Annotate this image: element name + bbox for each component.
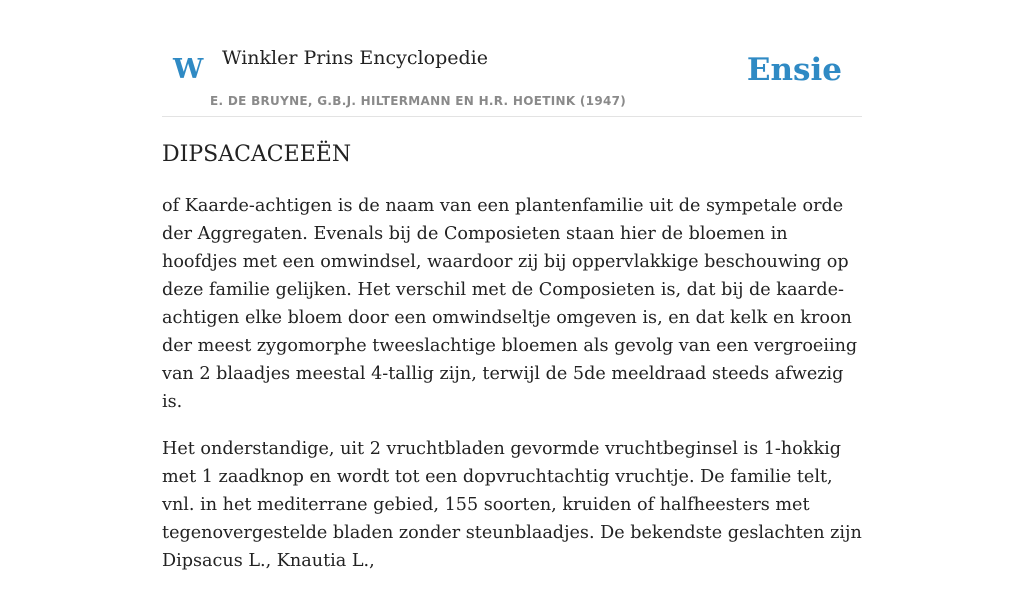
article-paragraph: of Kaarde-achtigen is de naam van een plantenfamilie uit de sympetale orde der Aggregaten. Evenals bij de Composieten staan hier de bloemen in hoofdjes met een omwindsel, waardoor zij bij oppervlakkige beschouwing op deze familie gelijken. Het verschil met de Composieten is, dat bij de kaarde-achtigen elke bloem door een omwindseltje omgeven is, en dat kelk en kroon der meest zygomorphe tweeslachtige bloemen als gevolg van een vergroeiing van 2 blaadjes meestal 4-tallig zijn, terwijl de 5de meeldraad steeds afwezig is. — [162, 196, 858, 412]
article-body — [162, 192, 862, 594]
article-paragraph: Het onderstandige, uit 2 vruchtbladen gevormde vruchtbeginsel is 1-hokkig met 1 zaadknop en wordt tot een dopvruchtachtig vruchtje. De familie telt, vnl. in het mediterrane gebied, 155 soorten, kruiden of halfheesters met tegenovergestelde bladen zonder steunblaadjes. De bekendste geslachten zijn Dipsacus L., Knautia L., — [162, 439, 862, 571]
publication-title[interactable]: Winkler Prins Encyclopedie — [222, 47, 488, 69]
ensie-logo[interactable]: Ensie — [746, 52, 842, 88]
winkler-prins-logo[interactable]: W — [173, 54, 204, 85]
article-title: DIPSACACEEËN — [162, 142, 352, 167]
publication-authors: E. DE BRUYNE, G.B.J. HILTERMANN EN H.R. HOETINK (1947) — [210, 94, 627, 108]
publication-header — [162, 0, 862, 117]
